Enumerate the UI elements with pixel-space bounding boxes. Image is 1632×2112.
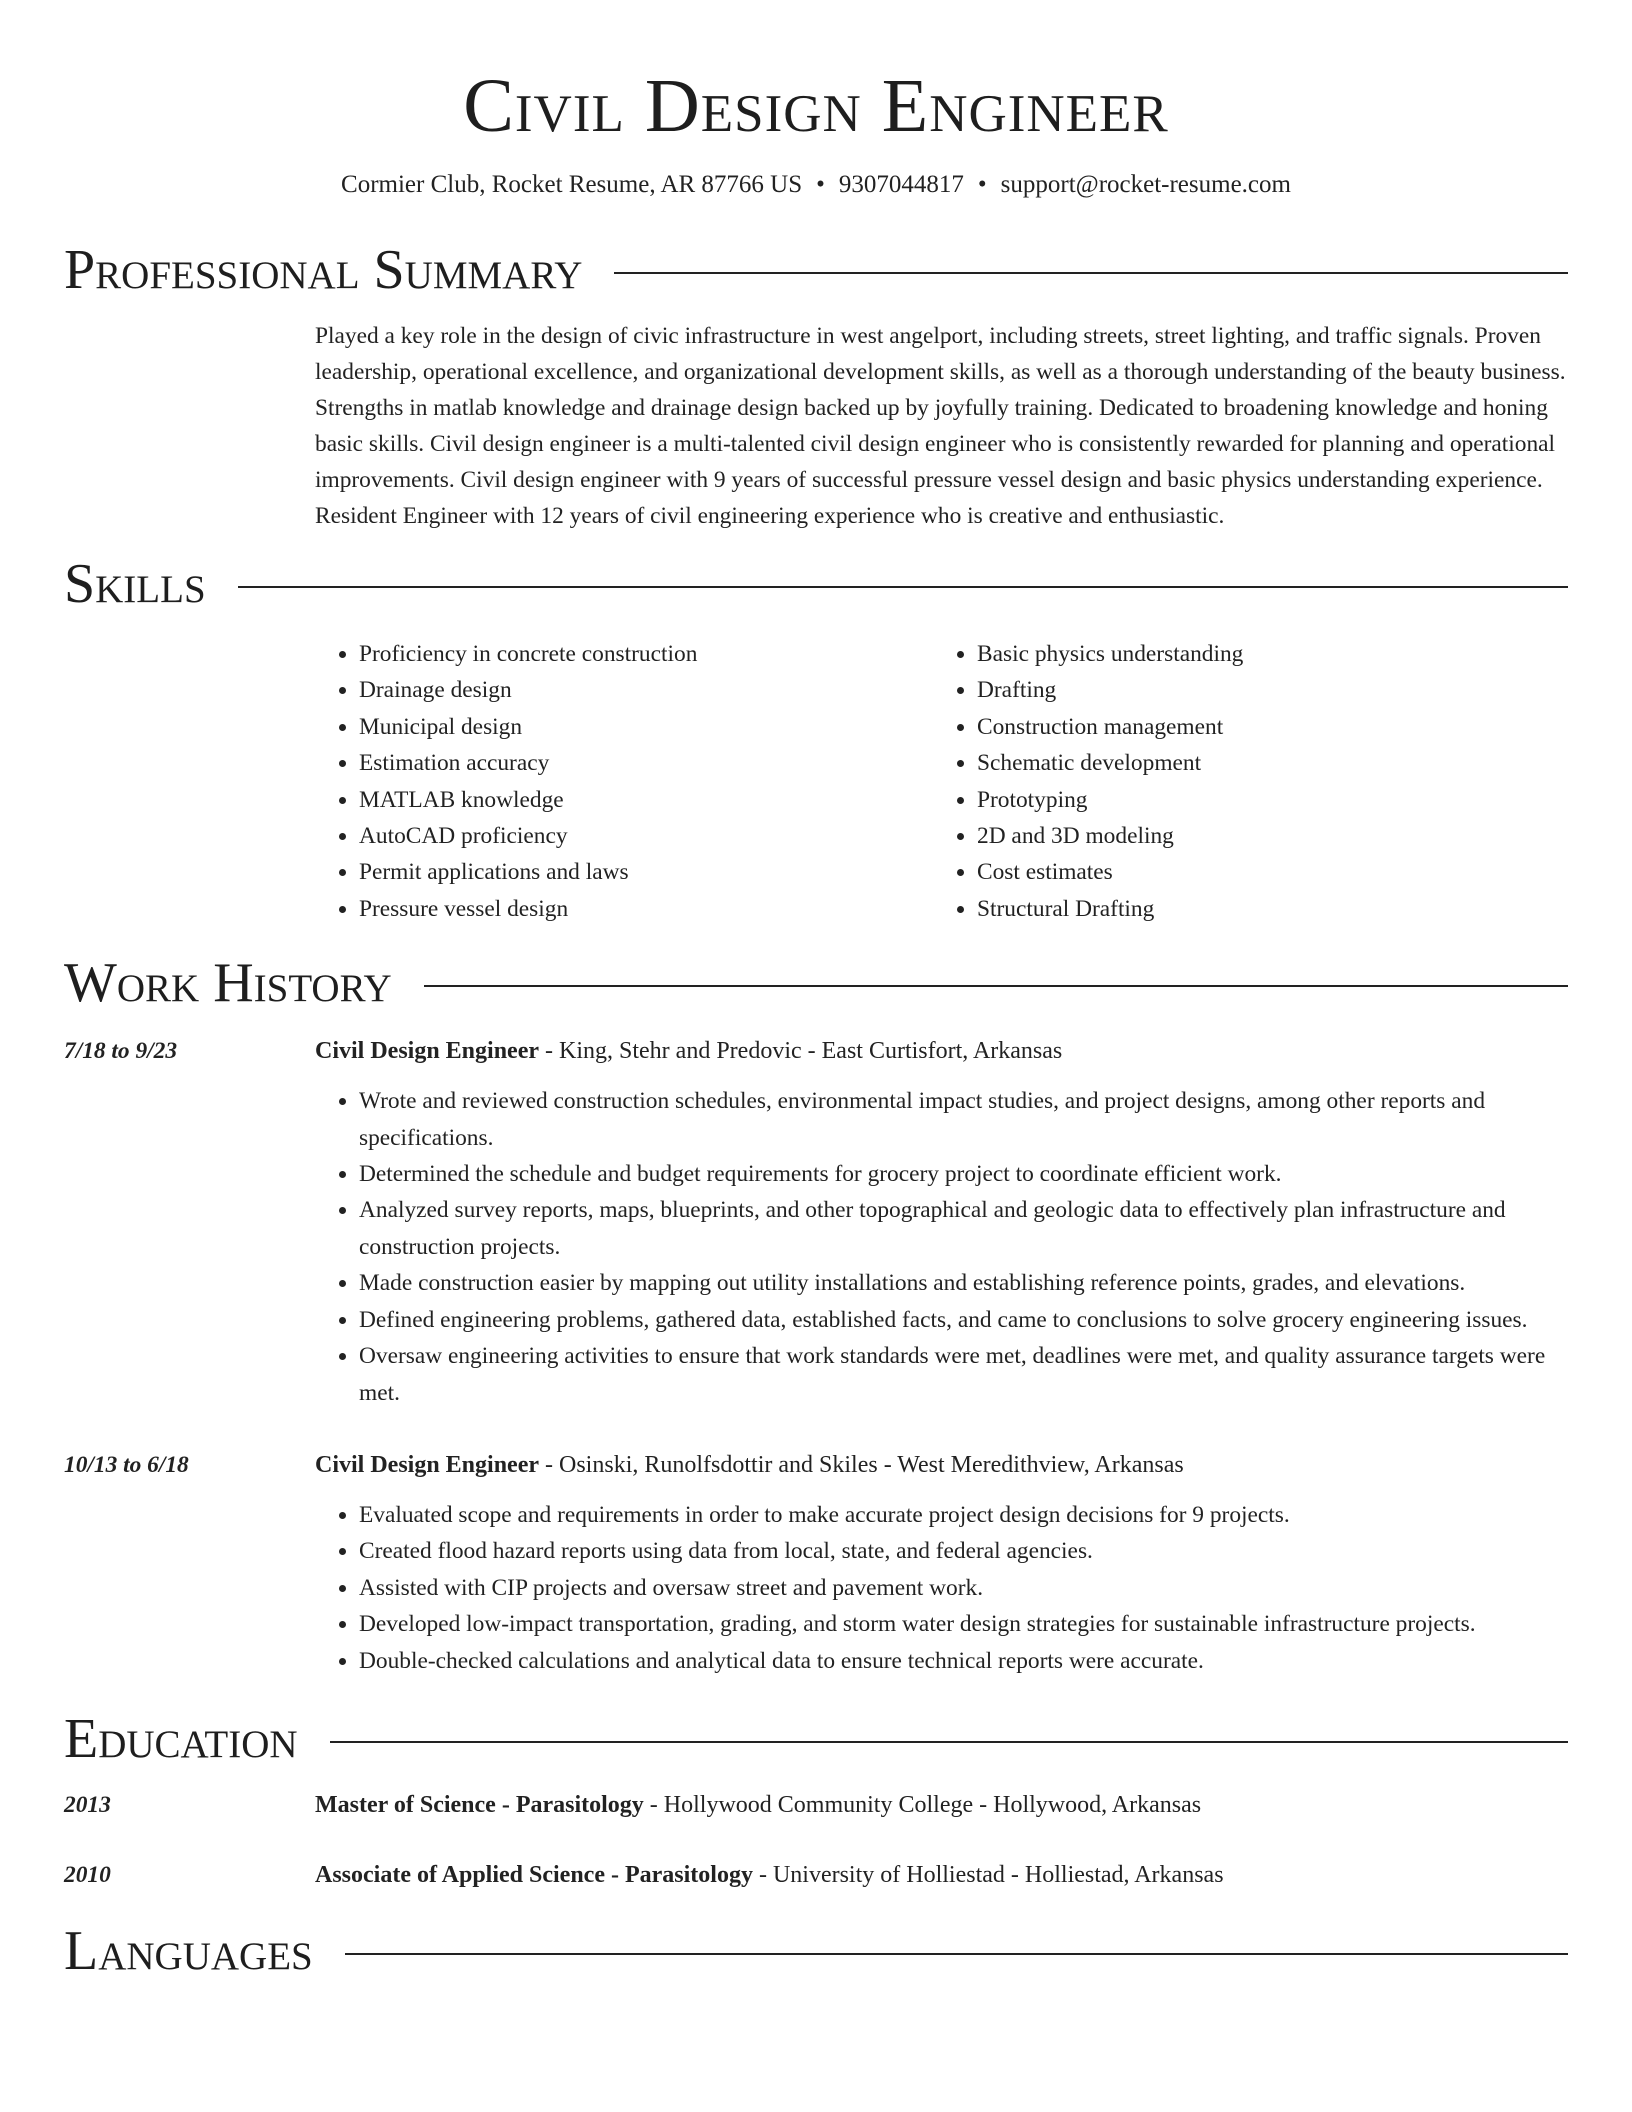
skill-item: • 2D and 3D modeling — [977, 818, 1243, 854]
job-title-line — [315, 1033, 1568, 1069]
skill-item: • MATLAB knowledge — [359, 782, 933, 818]
summary-heading: Professional Summary — [64, 239, 583, 301]
skill-item: • Proficiency in concrete construction — [359, 636, 933, 672]
summary-text: Played a key role in the design of civic infrastructure in west angelport, including streets, street lighting, and traffic signals. Proven leadership, operational excellence, and organizational development skills, as well as a thorough understanding of the beauty business. Strengths in matlab knowledge and drainage design backed up by joyfully training. Dedicated to broadening knowledge and honing basic skills. Civil design engineer is a multi-talented civil design engineer who is consistently rewarded for planning and operational improvements. Civil design engineer with 9 years of successful pressure vessel design and basic physics understanding experience. Resident Engineer with 12 years of civil engineering experience who is creative and enthusiastic. — [315, 323, 1566, 529]
job-title: Civil Design Engineer — [315, 1038, 540, 1065]
job-entry — [64, 1033, 1568, 1411]
contact-email: support@rocket-resume.com — [1000, 171, 1291, 198]
job-employer: - King, Stehr and Predovic - East Curtisfort, Arkansas — [539, 1038, 1063, 1065]
job-duty: • Evaluated scope and requirements in order to make accurate project design decisions for 9 projects. — [359, 1497, 1476, 1533]
job-duty: • Defined engineering problems, gathered data, established facts, and came to conclusions to solve grocery engineering issues. — [359, 1302, 1568, 1338]
skills-column-left — [315, 636, 933, 927]
education-section-header — [64, 1707, 1568, 1771]
job-dates: 7/18 to 9/23 — [64, 1038, 178, 1065]
education-line — [315, 1787, 1201, 1823]
education-degree: Associate of Applied Science - Parasitology — [315, 1861, 753, 1888]
job-duties — [315, 1083, 1568, 1411]
education-degree: Master of Science - Parasitology — [315, 1791, 644, 1818]
skill-item: • Permit applications and laws — [359, 854, 933, 890]
skill-item: • Prototyping — [977, 782, 1243, 818]
skill-item: • Construction management — [977, 709, 1243, 745]
skill-item: • Schematic development — [977, 745, 1243, 781]
work-heading: Work History — [64, 952, 392, 1015]
summary-section-header — [64, 238, 1568, 302]
section-divider — [614, 272, 1568, 274]
skill-item: • Cost estimates — [977, 854, 1243, 890]
section-divider — [345, 1953, 1568, 1955]
resume-page — [64, 0, 1568, 1983]
languages-heading: Languages — [64, 1919, 313, 1982]
education-entry — [64, 1857, 1568, 1893]
skill-item: • Municipal design — [359, 709, 933, 745]
contact-phone: 9307044817 — [838, 171, 964, 198]
education-line — [315, 1857, 1224, 1893]
languages-section-header — [64, 1919, 1568, 1983]
section-divider — [424, 985, 1568, 987]
education-school: - University of Holliestad - Holliestad, Arkansas — [752, 1861, 1224, 1888]
skill-item: • Structural Drafting — [977, 891, 1243, 927]
section-divider — [238, 586, 1568, 588]
contact-address: Cormier Club, Rocket Resume, AR 87766 US — [341, 171, 803, 198]
job-employer: - Osinski, Runolfsdottir and Skiles - West Meredithview, Arkansas — [539, 1451, 1184, 1478]
education-year: 2013 — [64, 1791, 111, 1818]
education-heading: Education — [64, 1707, 298, 1770]
job-duty: • Wrote and reviewed construction schedules, environmental impact studies, and project designs, among other reports and specifications. — [359, 1083, 1568, 1156]
contact-separator: • — [977, 171, 987, 198]
job-duty: • Analyzed survey reports, maps, blueprints, and other topographical and geologic data to effectively plan infrastructure and construction projects. — [359, 1192, 1568, 1265]
job-duty: • Assisted with CIP projects and oversaw street and pavement work. — [359, 1570, 1476, 1606]
job-title: Civil Design Engineer — [315, 1451, 540, 1478]
job-duty: • Created flood hazard reports using data from local, state, and federal agencies. — [359, 1533, 1476, 1569]
skill-item: • AutoCAD proficiency — [359, 818, 933, 854]
candidate-name: Civil Design Engineer — [463, 64, 1169, 148]
education-year: 2010 — [64, 1861, 111, 1888]
skill-item: • Estimation accuracy — [359, 745, 933, 781]
education-entry — [64, 1787, 1568, 1823]
job-duty: • Double-checked calculations and analytical data to ensure technical reports were accurate. — [359, 1643, 1476, 1679]
job-duties — [315, 1497, 1476, 1679]
skills-column-right — [933, 636, 1243, 927]
contact-separator: • — [816, 171, 825, 198]
skills-heading: Skills — [64, 553, 206, 615]
job-title-line — [315, 1447, 1476, 1483]
skill-item: • Drafting — [977, 672, 1243, 708]
job-dates: 10/13 to 6/18 — [64, 1451, 189, 1478]
job-duty: • Oversaw engineering activities to ensure that work standards were met, deadlines were met, and quality assurance targets were met. — [359, 1338, 1568, 1411]
contact-line — [64, 168, 1568, 202]
skill-item: • Pressure vessel design — [359, 891, 933, 927]
work-section-header — [64, 951, 1568, 1015]
education-school: - Hollywood Community College - Hollywood, Arkansas — [643, 1791, 1202, 1818]
section-divider — [330, 1741, 1568, 1743]
job-duty: • Determined the schedule and budget requirements for grocery project to coordinate efficient work. — [359, 1156, 1568, 1192]
job-duty: • Made construction easier by mapping out utility installations and establishing reference points, grades, and elevations. — [359, 1265, 1568, 1301]
job-duty: • Developed low-impact transportation, grading, and storm water design strategies for sustainable infrastructure projects. — [359, 1606, 1476, 1642]
skills-section-header — [64, 552, 1568, 616]
job-entry — [64, 1447, 1568, 1679]
skill-item: • Basic physics understanding — [977, 636, 1243, 672]
skill-item: • Drainage design — [359, 672, 933, 708]
skills-list — [315, 636, 1568, 927]
